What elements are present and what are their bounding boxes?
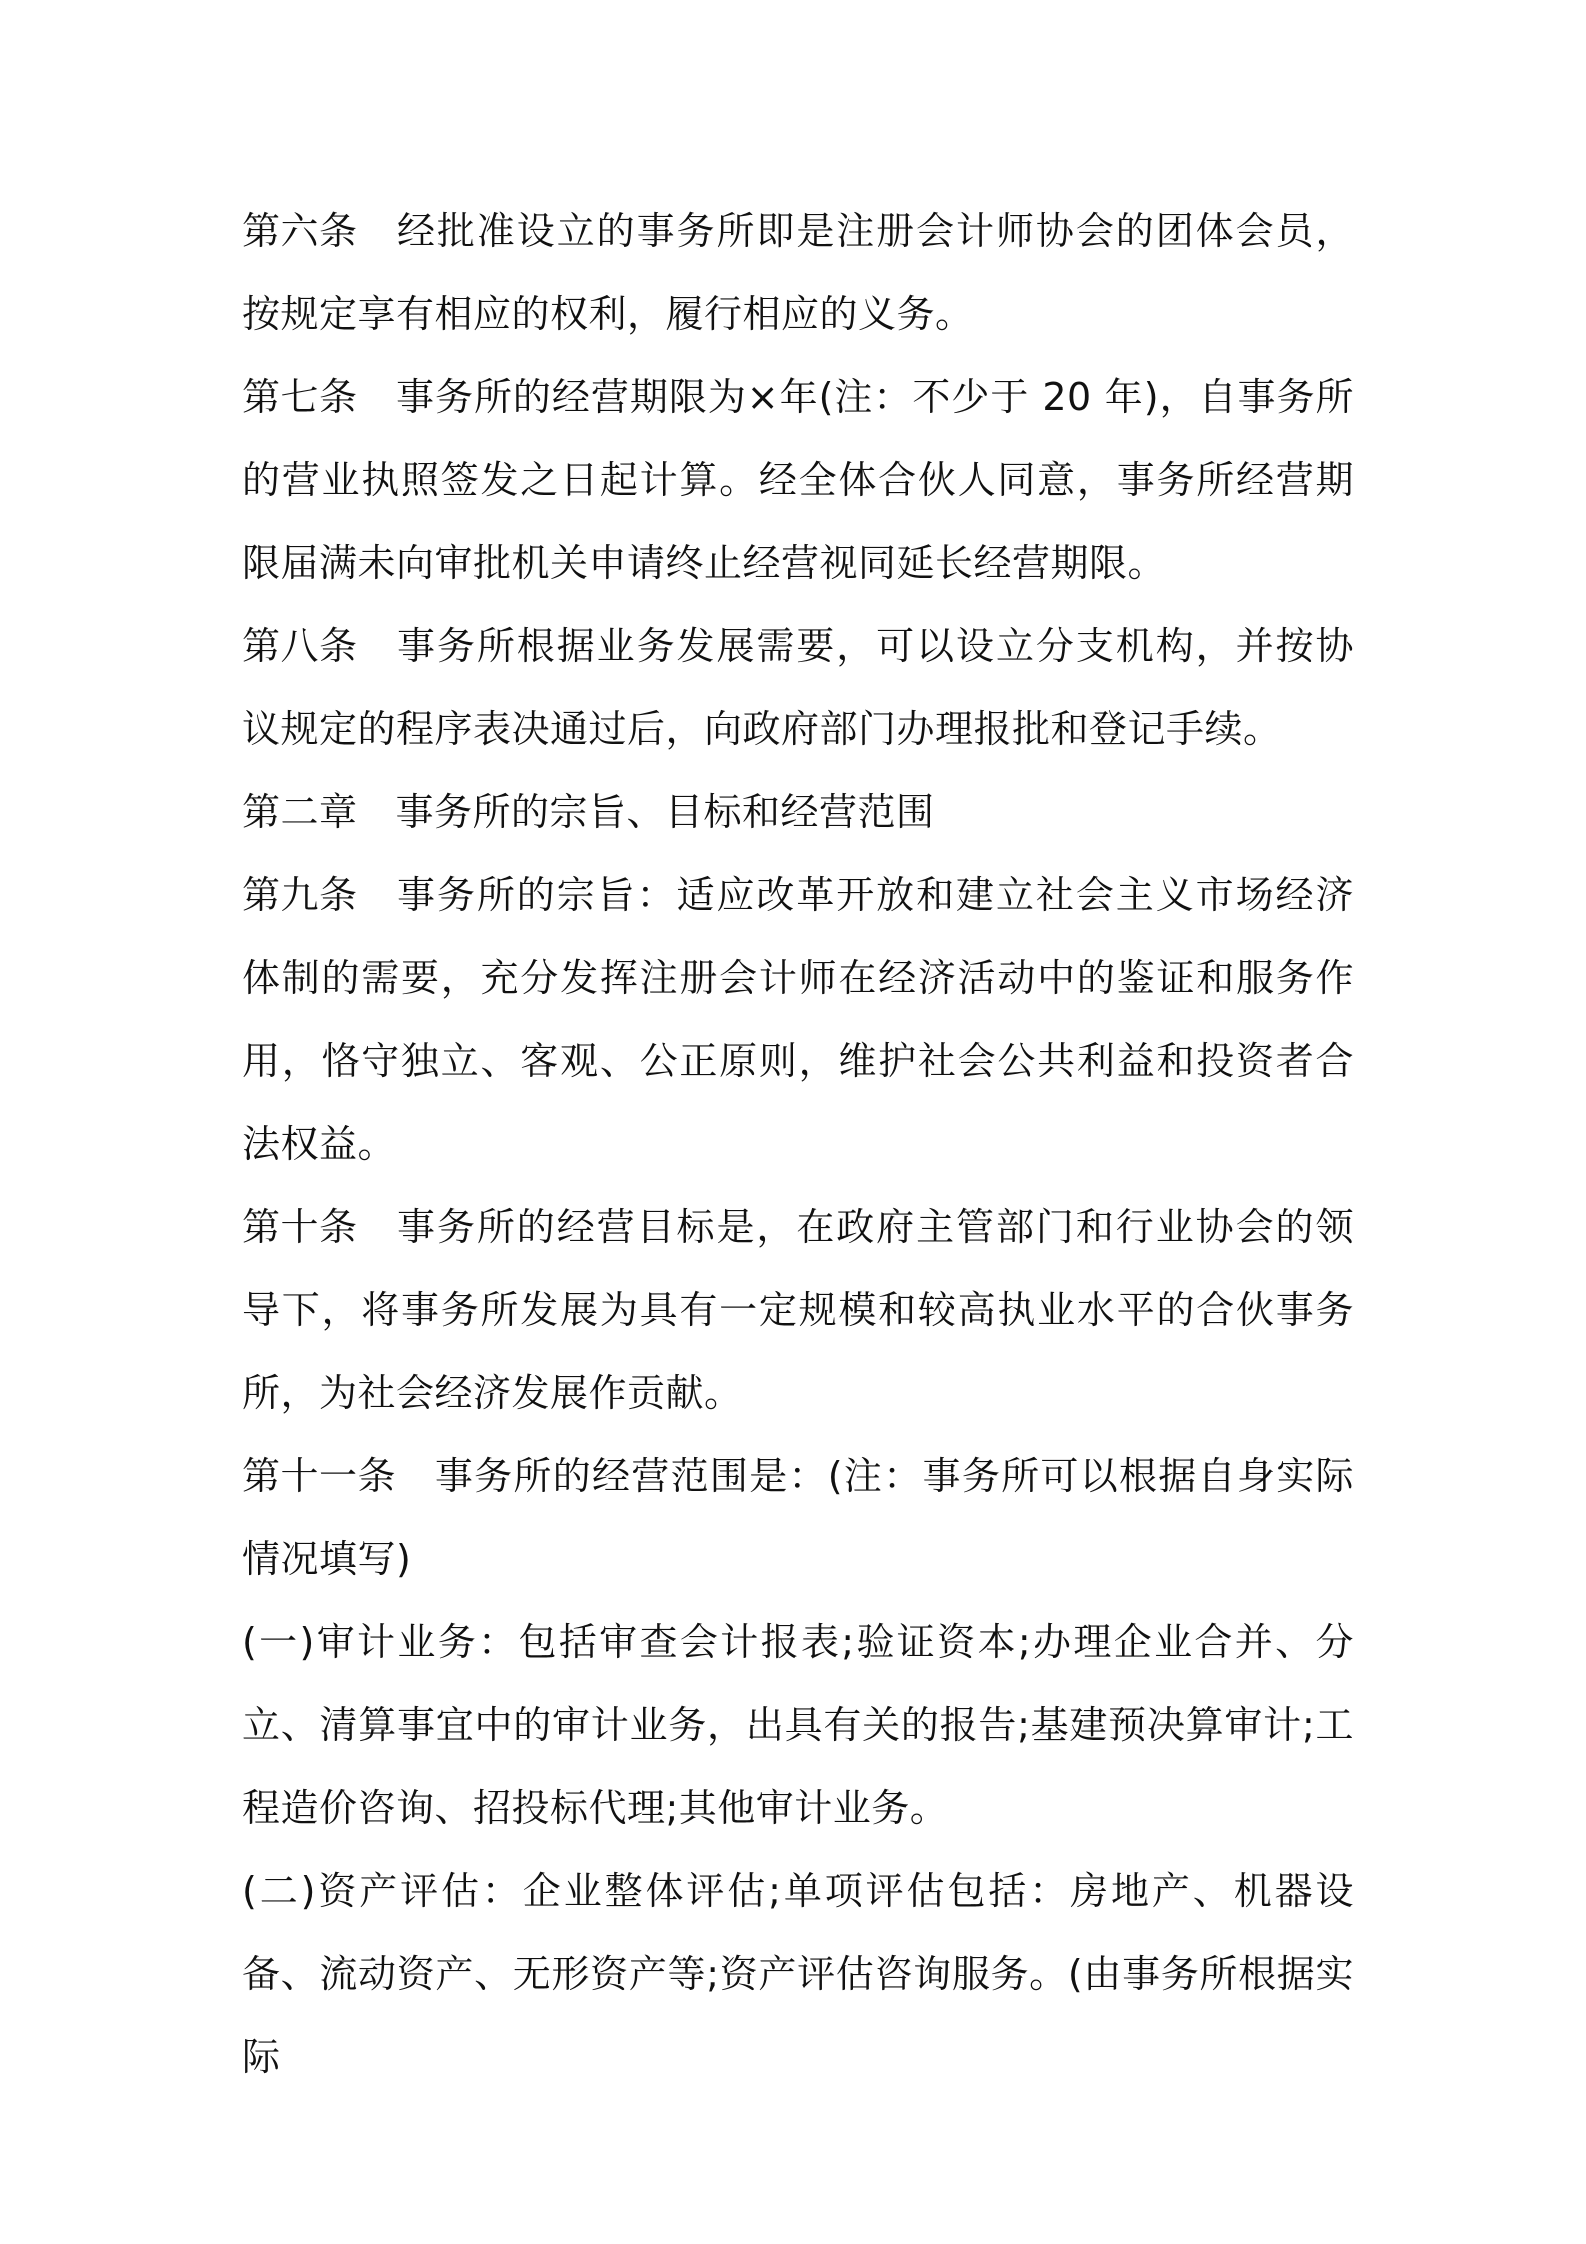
scope-item-2 (242, 1850, 1354, 2099)
chapter-label: 第二章 (242, 790, 358, 834)
article-10 (242, 1186, 1354, 1435)
article-11 (242, 1435, 1354, 1601)
scope-item-1 (242, 1601, 1354, 1850)
article-text: 经批准设立的事务所即是注册会计师协会的团体会员，按规定享有相应的权利，履行相应的义务。 (242, 209, 1354, 336)
article-text: 事务所根据业务发展需要，可以设立分支机构，并按协议规定的程序表决通过后，向政府部门办理报批和登记手续。 (242, 624, 1354, 751)
article-8 (242, 605, 1354, 771)
article-text: 事务所的经营目标是，在政府主管部门和行业协会的领导下，将事务所发展为具有一定规模和较高执业水平的合伙事务所，为社会经济发展作贡献。 (242, 1205, 1354, 1415)
chapter-title: 事务所的宗旨、目标和经营范围 (395, 790, 935, 834)
article-label: 第九条 (242, 873, 358, 917)
article-7 (242, 356, 1354, 605)
article-text: 事务所的经营期限为×年(注：不少于 20 年)，自事务所的营业执照签发之日起计算。经全体合伙人同意，事务所经营期限届满未向审批机关申请终止经营视同延长经营期限。 (242, 375, 1354, 585)
article-6 (242, 190, 1354, 356)
article-text: 事务所的宗旨：适应改革开放和建立社会主义市场经济体制的需要，充分发挥注册会计师在经济活动中的鉴证和服务作用，恪守独立、客观、公正原则，维护社会公共利益和投资者合法权益。 (242, 873, 1354, 1166)
article-label: 第七条 (242, 375, 358, 419)
article-label: 第八条 (242, 624, 358, 668)
scope-item-text: (二)资产评估：企业整体评估;单项评估包括：房地产、机器设备、流动资产、无形资产等;资产评估咨询服务。(由事务所根据实际 (242, 1869, 1354, 2079)
article-label: 第十一条 (242, 1454, 397, 1498)
scope-item-text: (一)审计业务：包括审查会计报表;验证资本;办理企业合并、分立、清算事宜中的审计业务，出具有关的报告;基建预决算审计;工程造价咨询、招投标代理;其他审计业务。 (242, 1620, 1354, 1830)
article-label: 第六条 (242, 209, 358, 253)
article-text: 事务所的经营范围是：(注：事务所可以根据自身实际情况填写) (242, 1454, 1354, 1581)
article-label: 第十条 (242, 1205, 358, 1249)
document-page (242, 190, 1354, 2099)
chapter-2-heading (242, 771, 1354, 854)
article-9 (242, 854, 1354, 1186)
